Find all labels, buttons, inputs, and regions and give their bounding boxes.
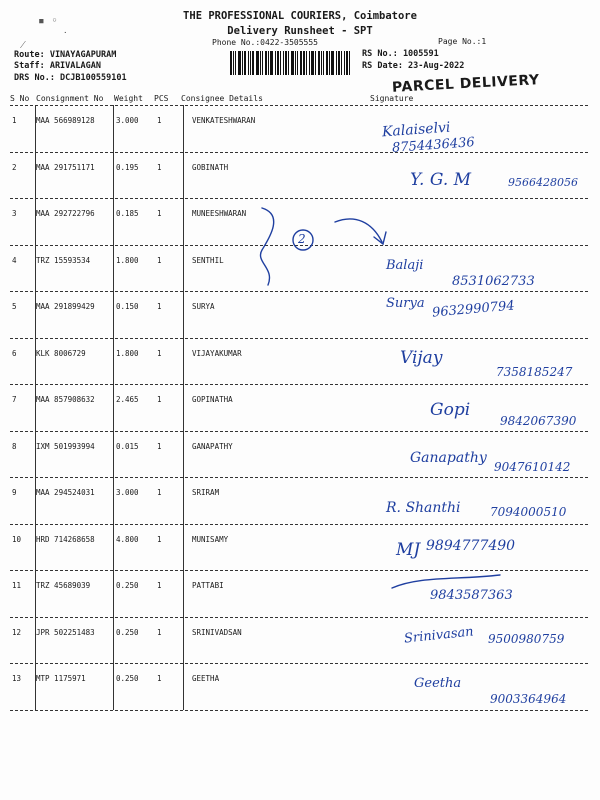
col-consignment-header: Consignment No — [36, 94, 104, 103]
row-consignee: VIJAYAKUMAR — [192, 348, 242, 358]
document-title: THE PROFESSIONAL COURIERS, Coimbatore — [183, 10, 417, 22]
row-pcs: 1 — [157, 488, 162, 497]
route: Route: VINAYAGAPURAM — [14, 50, 117, 60]
signature-4: Balaji — [386, 258, 424, 273]
phone-4: 8531062733 — [452, 274, 535, 289]
signature-9: R. Shanthi — [386, 500, 461, 516]
phone-1: 8754436436 — [391, 135, 476, 156]
row-sno: 1 — [12, 116, 17, 125]
document-subtitle: Delivery Runsheet - SPT — [227, 25, 373, 37]
rs-number: RS No.: 1005591 — [362, 49, 439, 59]
row-weight: 0.250 — [116, 627, 139, 637]
scan-mark: ˙ — [62, 30, 69, 43]
scan-mark: ⁄ — [22, 38, 24, 51]
row-pcs: 1 — [157, 116, 162, 125]
col-weight-header: Weight — [114, 94, 143, 103]
row-sno: 4 — [12, 255, 17, 265]
row-pcs: 1 — [157, 162, 162, 172]
row-consignee: SRIRAM — [192, 488, 220, 497]
col-sno-header: S No — [10, 94, 30, 103]
row-consignment: MAA 294524031 — [36, 488, 95, 497]
row-pcs: 1 — [157, 534, 162, 544]
row-consignment: MAA 857908632 — [36, 395, 95, 404]
row-sno: 6 — [12, 348, 17, 358]
parcel-delivery-stamp: PARCEL DELIVERY — [391, 72, 540, 96]
page-number: Page No.:1 — [438, 37, 487, 46]
row-pcs: 1 — [157, 674, 162, 683]
signature-6: Vijay — [400, 348, 443, 368]
signature-2: Y. G. M — [410, 170, 472, 190]
row-sno: 3 — [12, 209, 17, 218]
phone-5: 9632990794 — [431, 298, 516, 321]
row-pcs: 1 — [157, 395, 162, 404]
row-consignment: HRD 714268658 — [36, 534, 95, 544]
row-pcs: 1 — [157, 348, 162, 358]
row-consignment: MAA 291751171 — [36, 162, 95, 172]
col-pcs-header: PCS — [154, 94, 169, 103]
row-sno: 12 — [12, 627, 22, 637]
signature-5: Surya — [386, 296, 425, 311]
row-consignee: SURYA — [192, 302, 215, 311]
row-weight: 0.250 — [116, 581, 139, 590]
row-weight: 3.000 — [116, 116, 139, 125]
signature-12: Srinivasan — [403, 624, 475, 647]
signature-8: Ganapathy — [410, 450, 487, 466]
drs-number: DRS No.: DCJB100559101 — [14, 73, 127, 83]
row-pcs: 1 — [157, 441, 162, 451]
signature-1: Kalaiselvi — [381, 119, 451, 141]
col-signature-header: Signature — [370, 94, 414, 103]
col-consignee-header: Consignee Details — [181, 94, 263, 103]
row-sno: 11 — [12, 581, 22, 590]
row-weight: 3.000 — [116, 488, 139, 497]
row-consignee: MUNEESHWARAN — [192, 209, 247, 218]
row-consignment: KLK 8006729 — [36, 348, 86, 358]
row-consignee: GEETHA — [192, 674, 220, 683]
row-weight: 2.465 — [116, 395, 139, 404]
row-weight: 0.150 — [116, 302, 139, 311]
row-pcs: 1 — [157, 581, 162, 590]
row-pcs: 1 — [157, 209, 162, 218]
phone-8: 9047610142 — [494, 460, 571, 474]
row-consignee: VENKATESHWARAN — [192, 116, 256, 125]
handwritten-mark: 2 — [298, 232, 306, 246]
row-pcs: 1 — [157, 627, 162, 637]
row-sno: 13 — [12, 674, 22, 683]
phone-13: 9003364964 — [490, 692, 567, 706]
row-weight: 0.185 — [116, 209, 139, 218]
row-sno: 5 — [12, 302, 17, 311]
signature-10: MJ — [396, 540, 421, 560]
scan-mark: ▪ ◦ — [38, 14, 58, 27]
phone-6: 7358185247 — [496, 365, 573, 379]
row-consignee: PATTABI — [192, 581, 224, 590]
row-consignment: IXM 501993994 — [36, 441, 95, 451]
row-pcs: 1 — [157, 302, 162, 311]
row-sno: 9 — [12, 488, 17, 497]
phone-number: Phone No.:0422-3505555 — [212, 38, 318, 47]
row-consignment: MTP 1175971 — [36, 674, 86, 683]
row-weight: 0.015 — [116, 441, 139, 451]
strike-stroke — [392, 575, 500, 588]
row-consignee: GOPINATHA — [192, 395, 233, 404]
row-consignee: SENTHIL — [192, 255, 224, 265]
phone-12: 9500980759 — [488, 632, 565, 646]
row-pcs: 1 — [157, 255, 162, 265]
phone-11: 9843587363 — [430, 588, 513, 603]
row-consignee: GOBINATH — [192, 162, 229, 172]
row-consignee: GANAPATHY — [192, 441, 233, 451]
row-weight: 4.800 — [116, 534, 139, 544]
row-sno: 7 — [12, 395, 17, 404]
rs-date: RS Date: 23-Aug-2022 — [362, 61, 465, 71]
signature-13: Geetha — [414, 676, 462, 691]
phone-10: 9894777490 — [426, 538, 516, 554]
phone-2: 9566428056 — [508, 176, 578, 189]
row-consignment: TRZ 45689039 — [36, 581, 91, 590]
row-weight: 0.250 — [116, 674, 139, 683]
row-weight: 1.800 — [116, 255, 139, 265]
row-consignment: JPR 502251483 — [36, 627, 95, 637]
brace-stroke — [260, 208, 273, 285]
row-sno: 8 — [12, 441, 17, 451]
row-weight: 1.800 — [116, 348, 139, 358]
phone-9: 7094000510 — [490, 505, 567, 519]
row-consignment: MAA 566989128 — [36, 116, 95, 125]
phone-7: 9842067390 — [500, 414, 577, 428]
row-consignment: MAA 291899429 — [36, 302, 95, 311]
row-weight: 0.195 — [116, 162, 139, 172]
row-sno: 2 — [12, 162, 17, 172]
row-consignment: TRZ 15593534 — [36, 255, 91, 265]
staff: Staff: ARIVALAGAN — [14, 61, 101, 71]
row-consignment: MAA 292722796 — [36, 209, 95, 218]
signature-7: Gopi — [430, 400, 471, 420]
row-consignee: SRINIVADSAN — [192, 627, 242, 637]
row-sno: 10 — [12, 534, 22, 544]
row-consignee: MUNISAMY — [192, 534, 229, 544]
